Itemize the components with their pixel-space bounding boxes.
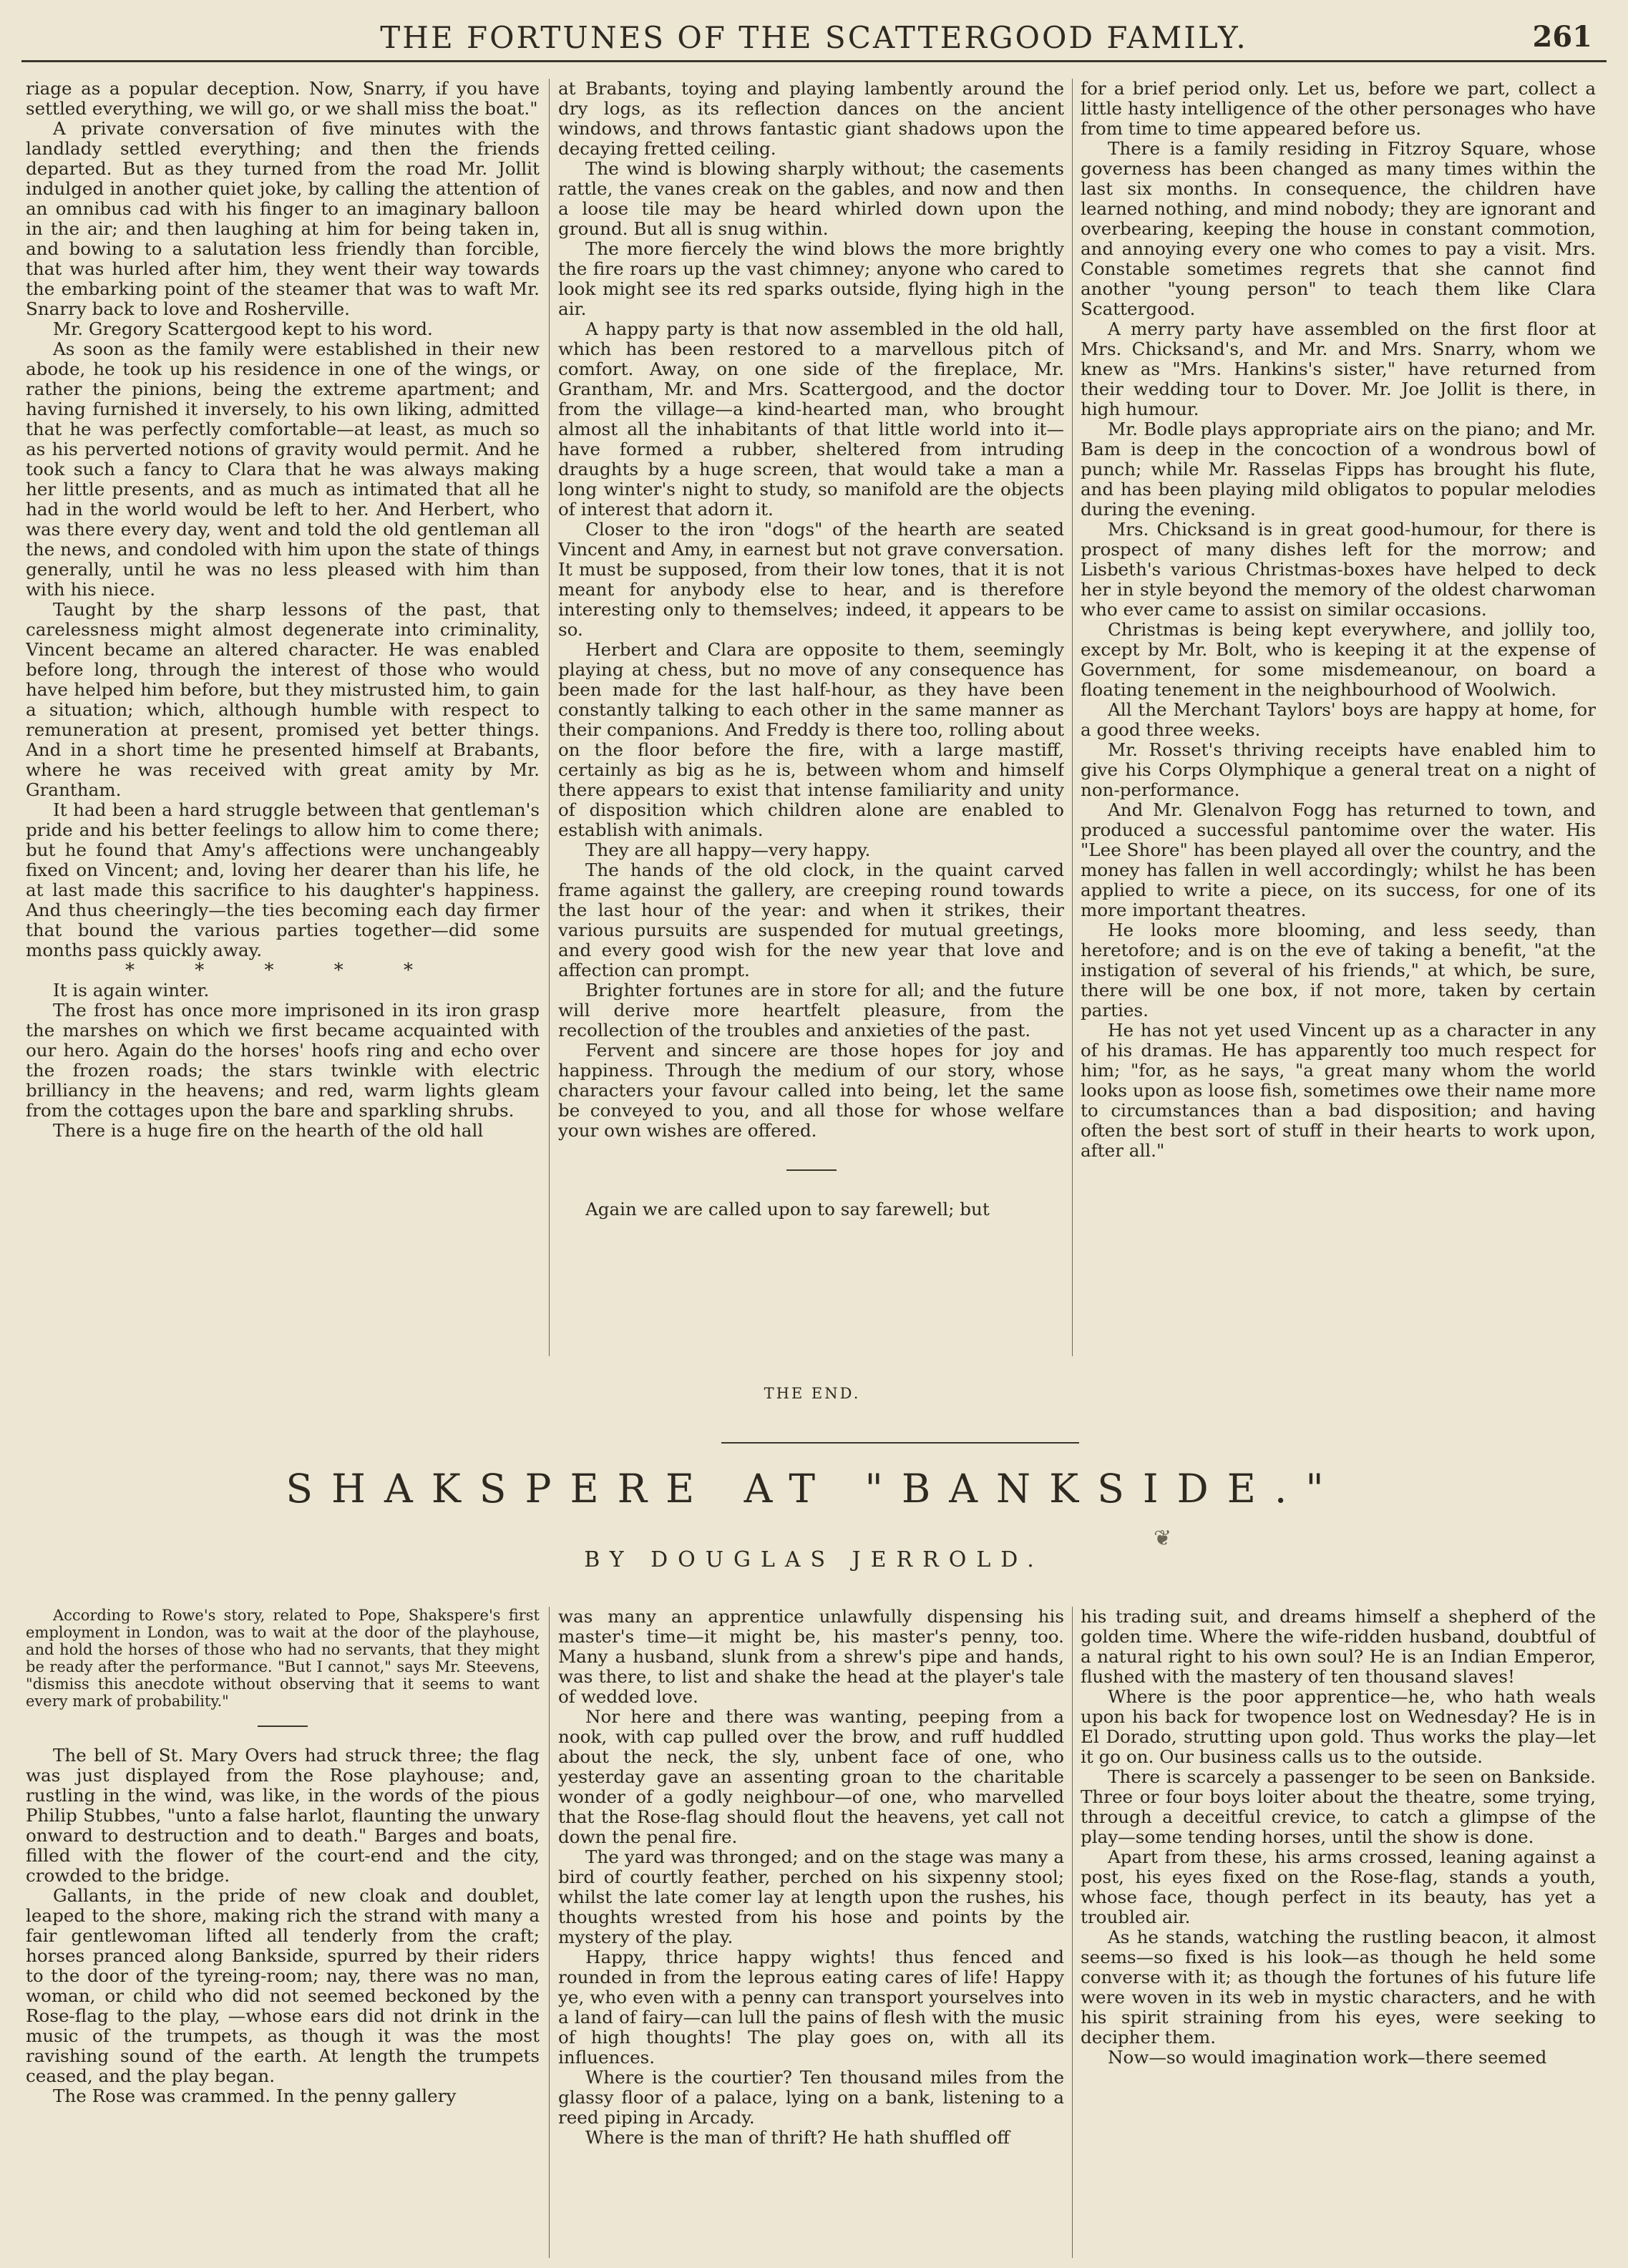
paragraph: A happy party is that now assembled in the old hall, which has been restored to a marvellous pitch of comfort. Away, on one side of the fireplace, Mr. Grantham, Mr. and Mrs. Scattergood, and the doctor from the village—a kind-hearted man, who brought almost all the inhabitants of that little world into it—have formed a rubber, sheltered from intruding draughts by a huge screen, that would take a man a long winter's night to study, so manifold are the objects of interest that adorn it.: [558, 318, 1064, 520]
running-title: THE FORTUNES OF THE SCATTERGOOD FAMILY.: [380, 20, 1248, 55]
paragraph: Gallants, in the pride of new cloak and doublet, leaped to the shore, making rich the strand with many a fair gentlewoman lifted all tenderly from the craft; horses pranced along Bankside, spurred by their riders to the door of the tyreing-room; nay, there was no man, woman, or child who did not seemed beckoned by the Rose-flag to the play, —whose ears did not drink in the music of the trumpets, as though it was the most ravishing sound of the earth. At length the trumpets ceased, and the play began.: [26, 1885, 540, 2086]
section-break-asterisks: * * * * *: [125, 960, 441, 981]
paragraph: was many an apprentice unlawfully dispensing his master's time—it might be, his master's penny, too. Many a husband, slunk from a shrew's pipe and hands, was there, to list and shake the head at the player's tale of wedded love.: [558, 1607, 1064, 1707]
paragraph: It is again winter.: [53, 980, 210, 1001]
short-rule: [258, 1726, 308, 1727]
article-byline: BY DOUGLAS JERROLD.: [584, 1547, 1044, 1572]
paragraph: his trading suit, and dreams himself a shepherd of the golden time. Where the wife-ridden husband, doubtful of a natural right to his own soul? He is an Indian Emperor, flushed with the mastery of ten thousand slaves!: [1081, 1607, 1596, 1687]
page-number: 261: [1532, 20, 1592, 54]
paragraph: The bell of St. Mary Overs had struck three; the flag was just displayed from the Rose playhouse; and, rustling in the wind, was like, in the words of the pious Philip Stubbes, "unto a false harlot, flaunting the unwary onward to destruction and to death." Barges and boats, filled with the flower of the court-end and the city, crowded to the bridge.: [26, 1745, 540, 1886]
short-rule: [786, 1169, 837, 1171]
article-column-1: [26, 1607, 540, 2258]
paragraph: Christmas is being kept everywhere, and jollily too, except by Mr. Bolt, who is keeping it at the expense of Government, for some misdemeanour, on board a floating tenement in the neighbourhood of Woolwich.: [1081, 619, 1596, 700]
epigraph: [26, 1607, 540, 1710]
paragraph: Mr. Gregory Scattergood kept to his word.: [53, 318, 433, 339]
paragraph: He looks more blooming, and less seedy, than heretofore; and is on the eve of taking a benefit, "at the instigation of several of his friends," at which, be sure, there will be one box, if not more, taken by certain parties.: [1081, 920, 1596, 1021]
ornament-icon: ❦: [1154, 1526, 1172, 1551]
the-end-label: THE END.: [764, 1385, 861, 1402]
paragraph: Happy, thrice happy wights! thus fenced and rounded in from the leprous eating cares of life! Happy ye, who even with a penny can transport yourselves into a land of fairy—can lull the pains of flesh with the music of high thoughts! The play goes on, with all its influences.: [558, 1947, 1064, 2068]
story-column-1: [26, 79, 540, 1356]
paragraph: The frost has once more imprisoned in its iron grasp the marshes on which we first became acquainted with our hero. Again do the horses' hoofs ring and echo over the frozen roads; the stars twinkle with electric brilliancy in the heavens; and red, warm lights gleam from the cottages upon the bare and sparkling shrubs.: [26, 1000, 540, 1121]
article-column-2: [558, 1607, 1064, 2258]
paragraph: Herbert and Clara are opposite to them, seemingly playing at chess, but no move of any consequence has been made for the last half-hour, as they have been constantly talking to each other in the same manner as their companions. And Freddy is there too, rolling about on the floor before the fire, with a large mastiff, certainly as big as he is, between whom and himself there appears to exist that intense familiarity and unity of disposition which children alone are enabled to establish with animals.: [558, 639, 1064, 840]
paragraph: Mrs. Chicksand is in great good-humour, for there is prospect of many dishes left for the morrow; and Lisbeth's various Christmas-boxes have helped to deck her in style beyond the memory of the oldest charwoman who ever came to assist on similar occasions.: [1081, 519, 1596, 620]
paragraph: Again we are called upon to say farewell; but: [585, 1199, 990, 1220]
paragraph: Where is the man of thrift? He hath shuffled off: [585, 2127, 1010, 2148]
paragraph: And Mr. Glenalvon Fogg has returned to town, and produced a successful pantomime over the water. His "Lee Shore" has been played all over the country, and the money has fallen in well accordingly; whilst he has been applied to write a piece, on its success, for one of its more important theatres.: [1081, 799, 1596, 920]
paragraph: The wind is blowing sharply without; the casements rattle, the vanes creak on the gables, and now and then a loose tile may be heard whirled down upon the ground. But all is snug within.: [558, 158, 1064, 239]
paragraph: Apart from these, his arms crossed, leaning against a post, his eyes fixed on the Rose-flag, stands a youth, whose face, though perfect in its beauty, has yet a troubled air.: [1081, 1846, 1596, 1927]
paragraph: Brighter fortunes are in store for all; and the future will derive more heartfelt pleasure, from the recollection of the troubles and anxieties of the past.: [558, 980, 1064, 1041]
paragraph: Mr. Bodle plays appropriate airs on the piano; and Mr. Bam is deep in the concoction of a wondrous bowl of punch; while Mr. Rasselas Fipps has brought his flute, and has been playing mild obligatos to popular melodies during the evening.: [1081, 419, 1596, 520]
paragraph: There is scarcely a passenger to be seen on Bankside. Three or four boys loiter about the theatre, some trying, through a deceitful crevice, to catch a glimpse of the play—some tending horses, until the show is done.: [1081, 1766, 1596, 1847]
paragraph: They are all happy—very happy.: [585, 839, 871, 860]
paragraph: Mr. Rosset's thriving receipts have enabled him to give his Corps Olymphique a general treat on a night of non-performance.: [1081, 739, 1596, 800]
paragraph: Closer to the iron "dogs" of the hearth are seated Vincent and Amy, in earnest but not grave conversation. It must be supposed, from their low tones, that it is not meant for anybody else to hear, and is therefore interesting only to themselves; indeed, it appears to be so.: [558, 519, 1064, 640]
column-divider: [549, 1607, 550, 2258]
paragraph: Where is the poor apprentice—he, who hath weals upon his back for twopence lost on Wednesday? He is in El Dorado, strutting upon gold. Thus works the play—let it go on. Our business calls us to the outside.: [1081, 1686, 1596, 1767]
paragraph: As he stands, watching the rustling beacon, it almost seems—so fixed is his look—as though he held some converse with it; as though the fortunes of his future life were woven in its web in mystic characters, and he with his spirit straining from his eyes, were seeking to decipher them.: [1081, 1927, 1596, 2048]
paragraph: The yard was thronged; and on the stage was many a bird of courtly feather, perched on his sixpenny stool; whilst the late comer lay at length upon the rushes, his thoughts wrested from his hose and points by the mystery of the play.: [558, 1846, 1064, 1947]
column-divider: [549, 79, 550, 1356]
paragraph: Where is the courtier? Ten thousand miles from the glassy floor of a palace, lying on a bank, listening to a reed piping in Arcady.: [558, 2067, 1064, 2128]
running-header: [21, 16, 1607, 62]
section-divider: [721, 1442, 1079, 1444]
paragraph: There is a family residing in Fitzroy Square, whose governess has been changed as many times within the last six months. In consequence, the children have learned nothing, and mind nobody; they are ignorant and overbearing, keeping the house in constant commotion, and annoying every one who comes to pay a visit. Mrs. Constable sometimes regrets that she cannot find another "young person" to teach them like Clara Scattergood.: [1081, 138, 1596, 319]
paragraph: All the Merchant Taylors' boys are happy at home, for a good three weeks.: [1081, 699, 1596, 740]
paragraph: A merry party have assembled on the first floor at Mrs. Chicksand's, and Mr. and Mrs. Snarry, whom we knew as "Mrs. Hankins's sister," have returned from their wedding tour to Dover. Mr. Joe Jollit is there, in high humour.: [1081, 318, 1596, 419]
paragraph: The hands of the old clock, in the quaint carved frame against the gallery, are creeping round towards the last hour of the year: and when it strikes, their various pursuits are suspended for mutual greetings, and every good wish for the new year that love and affection can prompt.: [558, 860, 1064, 980]
paragraph: The Rose was crammed. In the penny gallery: [53, 2086, 457, 2106]
paragraph: riage as a popular deception. Now, Snarry, if you have settled everything, we will go, or we shall miss the boat.": [26, 79, 540, 119]
paragraph: As soon as the family were established in their new abode, he took up his residence in one of the wings, or rather the pinions, being the extreme apartment; and having furnished it inversely, to his own liking, admitted that he was perfectly comfortable—at least, as much so as his perverted notions of gravity would permit. And he took such a fancy to Clara that he was always making her little presents, and as much as intimated that all he had in the world would be left to her. And Herbert, who was there every day, went and told the old gentleman all the news, and condoled with him upon the state of things generally, until he was no less pleased with him than with his niece.: [26, 339, 540, 600]
paragraph: Nor here and there was wanting, peeping from a nook, with cap pulled over the brow, and ruff huddled about the neck, the sly, unbent face of one, who yesterday gave an assenting groan to the charitable wonder of a godly neighbour—of one, who marvelled that the Rose-flag should flout the heavens, yet call not down the penal fire.: [558, 1706, 1064, 1847]
paragraph: Taught by the sharp lessons of the past, that carelessness might almost degenerate into criminality, Vincent became an altered character. He was enabled before long, through the interest of those who would have helped him before, but they mistrusted him, to gain a situation; which, although humble with respect to remuneration at present, promised yet better things. And in a short time he presented himself at Brabants, where he was received with great amity by Mr. Grantham.: [26, 599, 540, 800]
article-column-3: [1081, 1607, 1596, 2258]
story-column-3: [1081, 79, 1596, 1356]
epigraph-text: According to Rowe's story, related to Pope, Shakspere's first employment in London, was to wait at the door of the playhouse, and hold the horses of those who had no servants, that they might be ready after the performance. "But I cannot," says Mr. Steevens, "dismiss this anecdote without observing that it seems to want every mark of probability.": [26, 1607, 540, 1710]
paragraph: He has not yet used Vincent up as a character in any of his dramas. He has apparently too much respect for him; "for, as he says, "a great many whom the world looks upon as loose fish, sometimes owe their name more to circumstances than a bad disposition; and having often the best sort of stuff in their hearts to work upon, after all.": [1081, 1020, 1596, 1161]
paragraph: at Brabants, toying and playing lambently around the dry logs, as its reflection dances on the ancient windows, and throws fantastic giant shadows upon the decaying fretted ceiling.: [558, 79, 1064, 159]
column-divider: [1072, 79, 1073, 1356]
column-divider: [1072, 1607, 1073, 2258]
paragraph: for a brief period only. Let us, before we part, collect a little hasty intelligence of the other personages who have from time to time appeared before us.: [1081, 79, 1596, 139]
paragraph: A private conversation of five minutes with the landlady settled everything; and then the friends departed. But as they turned from the road Mr. Jollit indulged in another quiet joke, by calling the attention of an omnibus cad with his finger to an imaginary balloon in the air; and then laughing at him for being taken in, and bowing to a salutation less friendly than forcible, that was hurled after him, they went their way towards the embarking point of the steamer that was to waft Mr. Snarry back to love and Rosherville.: [26, 118, 540, 319]
paragraph: Fervent and sincere are those hopes for joy and happiness. Through the medium of our story, whose characters your favour called into being, let the same be conveyed to you, and all those for whose welfare your own wishes are offered.: [558, 1040, 1064, 1141]
paragraph: It had been a hard struggle between that gentleman's pride and his better feelings to allow him to come there; but he found that Amy's affections were unchangeably fixed on Vincent; and, loving her dearer than his life, he at last made this sacrifice to his daughter's happiness. And thus cheeringly—the ties becoming each day firmer that bound the various parties together—did some months pass quickly away.: [26, 799, 540, 960]
paragraph: The more fiercely the wind blows the more brightly the fire roars up the vast chimney; anyone who cared to look might see its red sparks outside, flying high in the air.: [558, 238, 1064, 319]
story-column-2: [558, 79, 1064, 1356]
paragraph: There is a huge fire on the hearth of the old hall: [53, 1120, 484, 1141]
paragraph: Now—so would imagination work—there seemed: [1108, 2047, 1547, 2068]
article-title: SHAKSPERE AT "BANKSIDE.": [286, 1466, 1342, 1512]
